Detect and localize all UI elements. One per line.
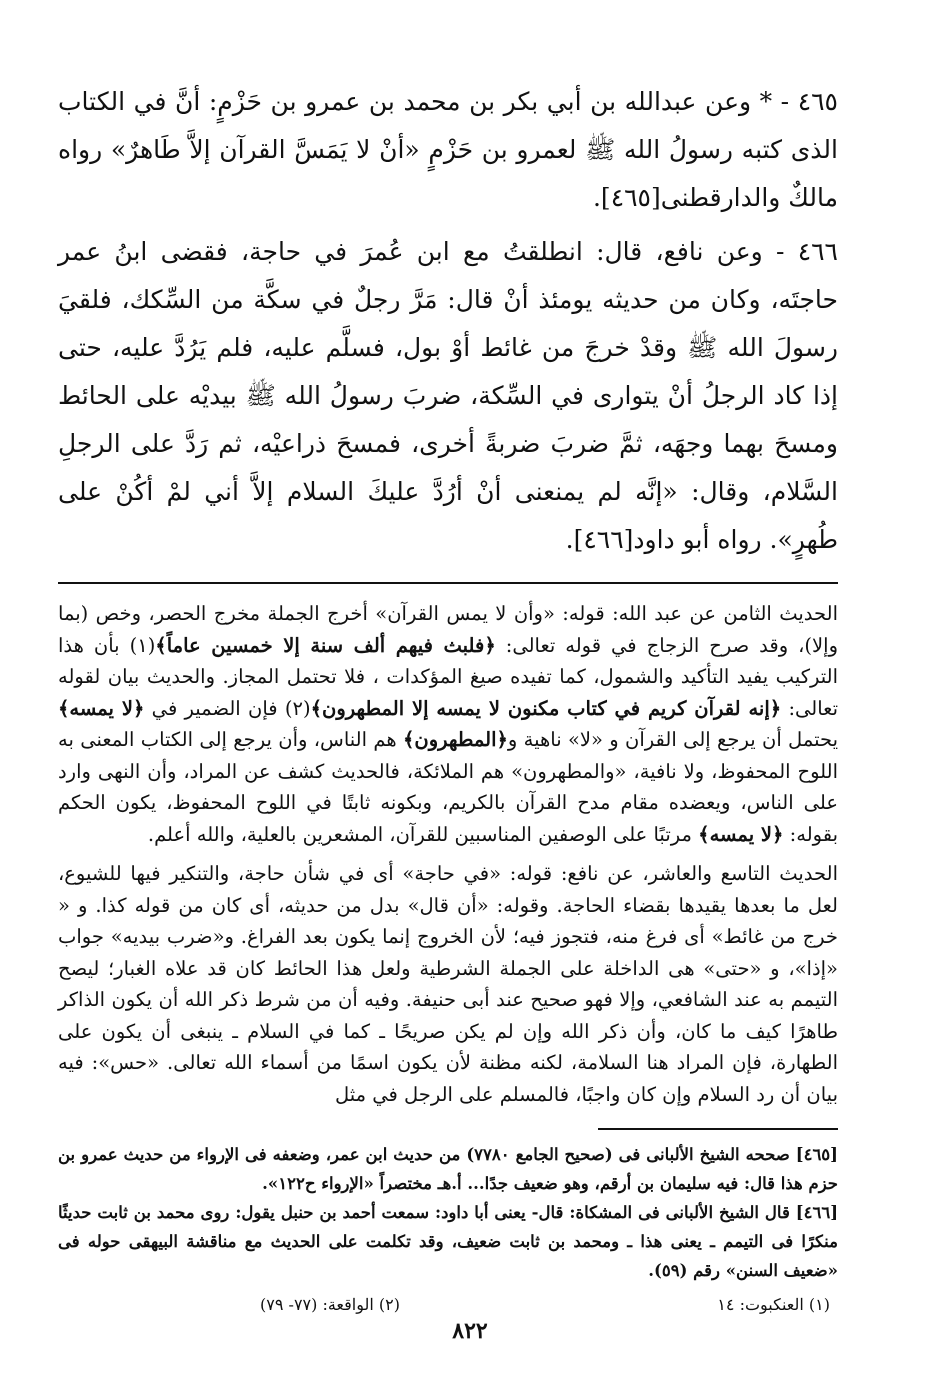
hadith-466: ٤٦٦ - وعن نافع، قال: انطلقتُ مع ابن عُمرَ في حاجة، فقضى ابنُ عمر حاجتَه، وكان من حديثه يومئذ أنْ قال: مَرَّ رجلٌ في سكَّة من السِّكك، فلقيَ رسولَ الله ﷺ وقدْ خرجَ من غائط أوْ بول، فسلَّم عليه، فلم يَرُدَّ عليه، حتى إذا كاد الرجلُ أنْ يتوارى في السِّكة، ضربَ رسولُ الله ﷺ بيديْه على الحائط ومسحَ بهما وجهَه، ثمَّ ضربَ ضربةً أخرى، فمسحَ ذراعيْه، ثم رَدَّ على الرجلِ السَّلام، وقال: «إنَّه لم يمنعنى أنْ أرُدَّ عليكَ السلام إلاَّ أني لمْ أكُنْ على طُهرٍ». رواه أبو داود[٤٦٦]. [58, 237, 838, 554]
commentary-text: (٢) فإن الضمير في [144, 696, 311, 720]
section-divider [58, 582, 838, 584]
footnote-466: [٤٦٦] قال الشيخ الألبانى فى المشكاة: قال- يعنى أبا داود: سمعت أحمد بن حنبل يقول: روى محمد بن ثابت حديثًا منكرًا فى التيمم ـ يعنى هذا ـ ومحمد بن ثابت ضعيف، وقد تكلمت على الحديث مع مناقشة البيهقى حوله فى «ضعيف السنن» رقم (٥٩). [58, 1203, 838, 1280]
commentary-hadith-8 [58, 598, 838, 850]
footnote-ref-2: (٢) الواقعة: (٧٧- ٧٩) [260, 1295, 400, 1314]
quran-verse: ﴿فلبث فيهم ألف سنة إلا خمسين عاماً﴾ [155, 633, 496, 657]
commentary-text: الحديث الثامن عن عبد الله: قوله: «وأن لا يمس القرآن» أخرج الجملة مخرج الحصر، وخص (بما وإلا)، وقد صرح الزجاج في قوله تعالى: [58, 602, 838, 657]
commentary-text: يحتمل أن يرجع إلى القرآن و «لا» ناهية و [507, 728, 839, 751]
commentary-text: مرتبًا على الوصفين المناسبين للقرآن، المشعرين بالعلية، والله أعلم. [147, 822, 699, 846]
page-body [58, 78, 838, 1317]
hadith-465: ٤٦٥ - * وعن عبدالله بن أبي بكر بن محمد بن عمرو بن حَزْمٍ: أنَّ في الكتاب الذى كتبه رسولُ الله ﷺ لعمرو بن حَزْمٍ «أنْ لا يَمَسَّ القرآن إلاَّ طَاهرٌ» رواه مالكٌ والدارقطنى[٤٦٥]. [58, 87, 838, 212]
footnote-ref-1: (١) العنكبوت: ١٤ [717, 1295, 830, 1314]
footnote-465: [٤٦٥] صححه الشيخ الألبانى فى (صحيح الجامع ٧٧٨٠) من حديث ابن عمر، وضعفه فى الإرواء من حديث عمرو بن حزم هذا قال: فيه سليمان بن أرقم، وهو ضعيف جدًا... أ.هـ مختصراً «الإرواء ح١٢٢». [58, 1145, 838, 1193]
page-number: ٨٢٢ [452, 1318, 488, 1344]
quran-verse: ﴿إنه لقرآن كريم في كتاب مكنون لا يمسه إلا المطهرون﴾ [310, 696, 782, 720]
commentary-text: (١) بأن هذا التركيب يفيد التأكيد والشمول، كما تفيده صيغ المؤكدات ، فلا تحتمل المجاز. والحديث بيان لقوله تعالى: [58, 633, 839, 720]
commentary-text: هم الناس، وأن يرجع إلى الكتاب المعنى به اللوح المحفوظ، ولا نافية، «والمطهرون» هم الملائكة، فالحديث كشف عن المراد، وأن النهى وارد على الناس، ويعضده مقام مدح القرآن بالكريم، وبكونه ثابتًا في اللوح المحفوظ، يكون الحكم بقوله: [58, 728, 838, 846]
commentary-hadith-9-10: الحديث التاسع والعاشر، عن نافع: قوله: «في حاجة» أى في شأن حاجة، والتنكير فيها للشيوع، لعل ما بعدها يقيدها بقضاء الحاجة. وقوله: «أن قال» بدل من حديثه، أى كان من قوله كذا. و « خرج من غائط» أى فرغ منه، فتجوز فيه؛ لأن الخروج إنما يكون بعد الفراغ. و«ضرب بيديه» جواب «إذا»، و «حتى» هى الداخلة على الجملة الشرطية ولعل هذا الحائط كان قد علاه الغبار؛ ليصح التيمم به عند الشافعي، وإلا فهو صحيح عند أبى حنيفة. وفيه أن من شرط ذكر الله أن يكون الذاكر طاهرًا كيف ما كان، وأن ذكر الله وإن لم يكن صريحًا ـ كما في السلام ـ ينبغى أن يكون على الطهارة، فإن المراد هنا السلامة، لكنه مظنة لأن يكون اسمًا من أسماء الله تعالى. «حس»: فيه بيان أن رد السلام وإن كان واجبًا، فالمسلم على الرجل في مثل [58, 862, 838, 1106]
quran-verse: ﴿المطهرون﴾ [402, 728, 508, 751]
footnotes-divider [598, 1128, 838, 1130]
quran-verse: ﴿لا يمسه﴾ [698, 822, 784, 846]
verse-references [58, 1293, 838, 1317]
quran-verse: ﴿لا يمسه﴾ [58, 696, 145, 720]
